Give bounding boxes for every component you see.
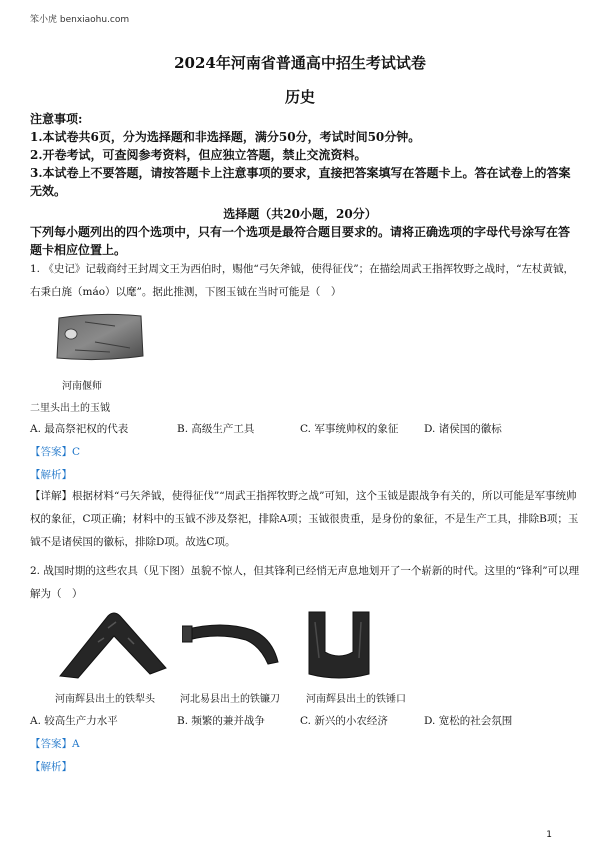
q1-image-caption: 河南偃师 bbox=[62, 381, 102, 392]
q1-detail: 【详解】根据材料“弓矢斧钺，使得征伐”“周武王指挥牧野之战”可知，这个玉钺是跟战争有关的，所以可能是军事统帅权的象征，C项正确；材料中的玉钺不涉及祭祀，排除A项；玉钺很贵重，是身份的象征，不是生产工具，排除B项；玉钺不是诸侯国的徽标，排除D项。故选C项。 bbox=[30, 490, 579, 548]
notice-item: 1.本试卷共6页，分为选择题和非选择题，满分50分，考试时间50分钟。 bbox=[30, 130, 421, 144]
q1-option-b: B. 高级生产工具 bbox=[177, 423, 255, 435]
q2-answer: 【答案】A bbox=[30, 738, 80, 750]
q1-option-a: A. 最高祭祀权的代表 bbox=[30, 423, 129, 435]
q1-image-caption: 二里头出土的玉钺 bbox=[30, 403, 110, 414]
jade-axe-image bbox=[55, 312, 145, 362]
iron-hammer-image bbox=[305, 608, 373, 680]
q2-analysis-tag: 【解析】 bbox=[30, 761, 72, 773]
q2-option-c: C. 新兴的小农经济 bbox=[300, 715, 388, 727]
notice-heading: 注意事项: bbox=[30, 112, 83, 126]
q2-image-caption: 河南辉县出土的铁锤口 bbox=[306, 694, 406, 705]
q2-option-d: D. 宽松的社会氛围 bbox=[424, 715, 513, 727]
q1-option-d: D. 诸侯国的徽标 bbox=[424, 423, 502, 435]
q1-analysis-tag: 【解析】 bbox=[30, 469, 72, 481]
q1-option-c: C. 军事统帅权的象征 bbox=[300, 423, 399, 435]
section-instruction: 下列每小题列出的四个选项中，只有一个选项是最符合题目要求的。请将正确选项的字母代号涂写在答题卡相应位置上。 bbox=[30, 225, 571, 257]
q2-image-caption: 河南辉县出土的铁犁头 bbox=[55, 694, 155, 705]
section-title: 选择题（共20小题，20分） bbox=[223, 207, 377, 221]
q1-answer: 【答案】C bbox=[30, 446, 81, 458]
exam-title: 2024年河南省普通高中招生考试试卷 bbox=[174, 54, 426, 72]
exam-subject: 历史 bbox=[284, 88, 315, 106]
iron-plow-image bbox=[58, 608, 168, 680]
page-number: 1 bbox=[546, 830, 552, 840]
notice-block bbox=[30, 110, 575, 200]
q2-option-a: A. 较高生产力水平 bbox=[30, 715, 118, 727]
notice-item: 2.开卷考试，可查阅参考资料，但应独立答题，禁止交流资料。 bbox=[30, 148, 367, 162]
site-watermark: 笨小虎 benxiaohu.com bbox=[30, 15, 130, 25]
q1-stem: 1. 《史记》记载商纣王封周文王为西伯时，赐他“弓矢斧钺，使得征伐”；在描绘周武王指挥牧野之战时，“左杖黄钺，右秉白旄（máo）以麾”。据此推测，下图玉钺在当时可能是（ ） bbox=[30, 263, 574, 298]
q2-stem: 2. 战国时期的这些农具（见下图）虽貌不惊人，但其锋利已经悄无声息地划开了一个崭新的时代。这里的“锋利”可以理解为（ ） bbox=[30, 565, 580, 600]
iron-sickle-image bbox=[182, 618, 282, 670]
q2-option-b: B. 频繁的兼并战争 bbox=[177, 715, 265, 727]
q2-image-caption: 河北易县出土的铁镰刀 bbox=[180, 694, 280, 705]
notice-item: 3.本试卷上不要答题，请按答题卡上注意事项的要求，直接把答案填写在答题卡上。答在试卷上的答案无效。 bbox=[30, 166, 571, 198]
